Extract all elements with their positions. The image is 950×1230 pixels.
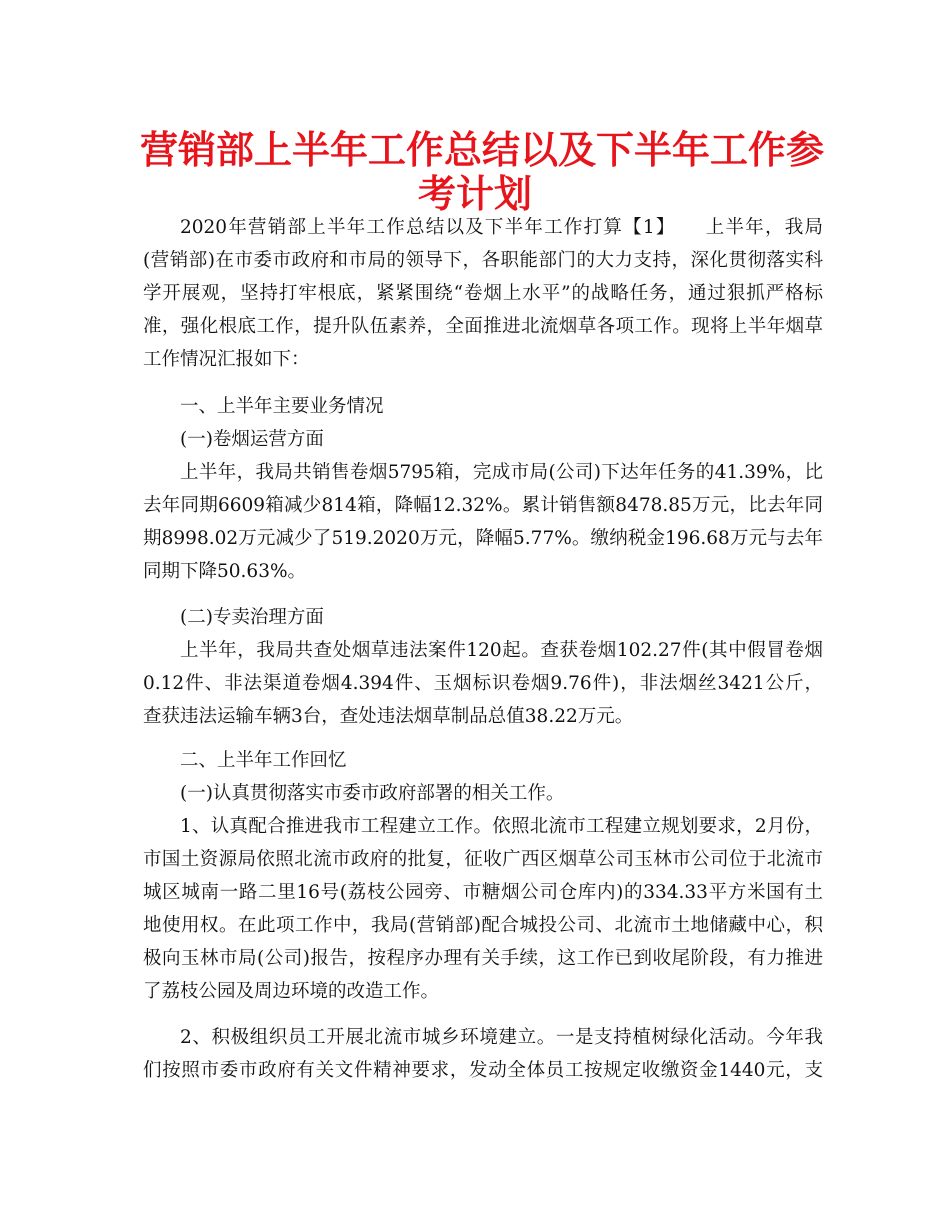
paragraph-line: 学开展观，坚持打牢根底，紧紧围绕“卷烟上水平”的战略任务，通过狠抓严格标 [143,283,823,304]
paragraph-line: 们按照市委市政府有关文件精神要求，发动全体员工按规定收缴资金1440元，支 [143,1060,823,1081]
paragraph-line: 准，强化根底工作，提升队伍素养，全面推进北流烟草各项工作。现将上半年烟草 [143,316,823,337]
paragraph-line: 1、认真配合推进我市工程建立工作。依照北流市工程建立规划要求，2月份， [180,816,823,837]
paragraph-line: 查获违法运输车辆3台，查处违法烟草制品总值38.22万元。 [143,706,634,727]
document-title-line1: 营销部上半年工作总结以及下半年工作参 [140,128,825,172]
paragraph-line: 城区城南一路二里16号(荔枝公园旁、市糖烟公司仓库内)的334.33平方米国有土 [143,882,823,903]
paragraph-line: 了荔枝公园及周边环境的改造工作。 [143,981,440,1002]
paragraph-line: 同期下降50.63%。 [143,561,307,582]
paragraph-line: 工作情况汇报如下： [143,349,310,370]
paragraph-line: 上半年，我局共销售卷烟5795箱，完成市局(公司)下达年任务的41.39%，比 [180,462,823,483]
paragraph-line: 市国土资源局依照北流市政府的批复，征收广西区烟草公司玉林市公司位于北流市 [143,849,823,870]
section-heading: 二、上半年工作回忆 [180,750,347,771]
paragraph-line: 期8998.02万元减少了519.2020万元，降幅5.77%。缴纳税金196.68万元与去年 [143,528,823,549]
paragraph-line: 0.12件、非法渠道卷烟4.394件、玉烟标识卷烟9.76件)，非法烟丝3421公斤， [143,673,823,694]
paragraph-line: (营销部)在市委市政府和市局的领导下，各职能部门的大力支持，深化贯彻落实科 [143,250,823,271]
paragraph-line: 2020年营销部上半年工作总结以及下半年工作打算【1】 上半年，我局 [180,217,823,238]
paragraph-line: 地使用权。在此项工作中，我局(营销部)配合城投公司、北流市土地储藏中心，积 [143,915,823,936]
paragraph-line: 2、积极组织员工开展北流市城乡环境建立。一是支持植树绿化活动。今年我 [180,1027,823,1048]
subsection-heading: (二)专卖治理方面 [180,607,324,628]
section-heading: 一、上半年主要业务情况 [180,396,384,417]
paragraph-line: 上半年，我局共查处烟草违法案件120起。查获卷烟102.27件(其中假冒卷烟 [180,640,823,661]
paragraph-line: 极向玉林市局(公司)报告，按程序办理有关手续，这工作已到收尾阶段，有力推进 [143,948,823,969]
subsection-heading: (一)卷烟运营方面 [180,429,324,450]
document-title-line2: 考计划 [417,172,532,216]
subsection-heading: (一)认真贯彻落实市委市政府部署的相关工作。 [180,783,565,804]
paragraph-line: 去年同期6609箱减少814箱，降幅12.32%。累计销售额8478.85万元，比去年同 [143,495,823,516]
